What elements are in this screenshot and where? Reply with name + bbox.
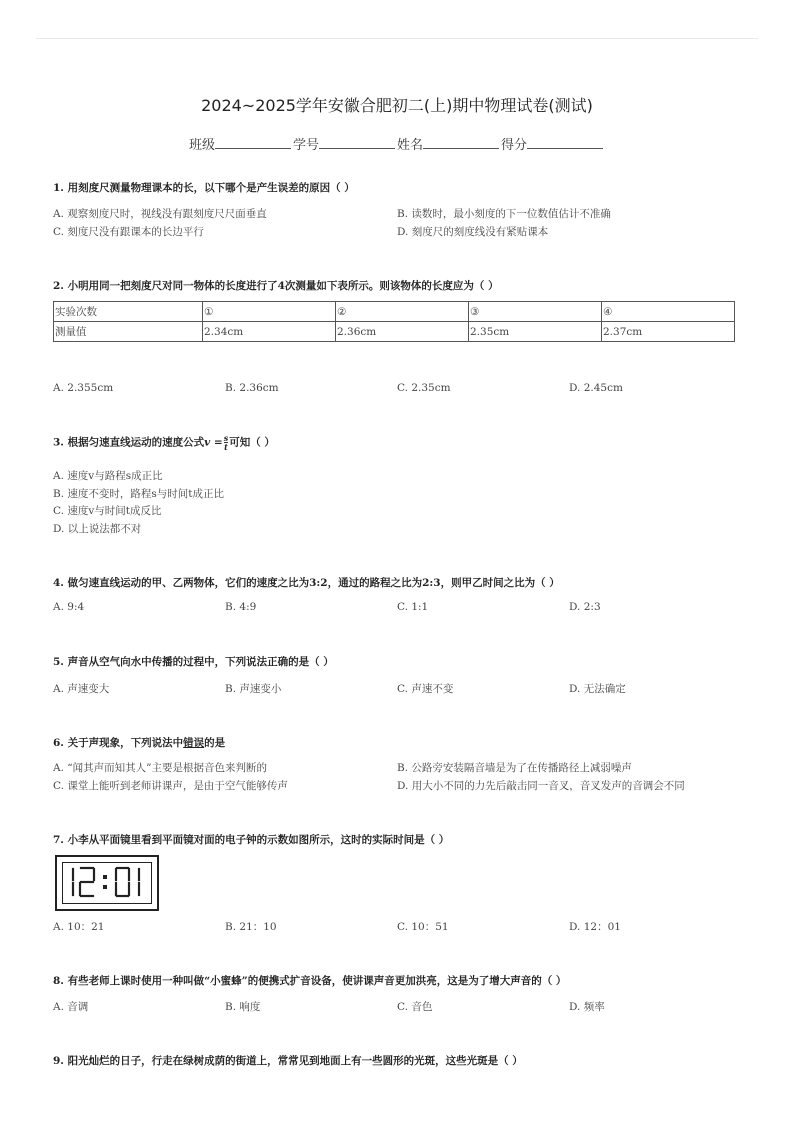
q2-option-b[interactable]: B. 2.36cm bbox=[225, 382, 279, 394]
q1-option-c[interactable]: C. 刻度尺没有跟课本的长边平行 bbox=[53, 226, 204, 238]
q7-option-b[interactable]: B. 21：10 bbox=[225, 921, 277, 933]
q3-frac-num: s bbox=[223, 433, 229, 443]
q2-option-d[interactable]: D. 2.45cm bbox=[569, 382, 623, 394]
q5-option-b[interactable]: B. 声速变小 bbox=[225, 683, 282, 695]
question-3-stem bbox=[53, 434, 275, 451]
q3-option-b[interactable]: B. 速度不变时，路程s与时间t成正比 bbox=[53, 488, 224, 500]
q4-option-d[interactable]: D. 2:3 bbox=[569, 601, 601, 613]
q4-option-c[interactable]: C. 1:1 bbox=[397, 601, 429, 613]
class-label: 班级 bbox=[188, 138, 215, 153]
header-divider bbox=[36, 38, 758, 39]
name-label: 姓名 bbox=[397, 138, 424, 153]
question-2-stem: 2. 小明用同一把刻度尺对同一物体的长度进行了4次测量如下表所示。则该物体的长度应为（ ） bbox=[53, 280, 499, 292]
student-info-line bbox=[0, 134, 794, 153]
page-title: 2024~2025学年安徽合肥初二(上)期中物理试卷(测试) bbox=[201, 96, 593, 115]
q6-stem-emphasis: 错误 bbox=[183, 737, 205, 749]
score-label: 得分 bbox=[501, 138, 528, 153]
q4-option-b[interactable]: B. 4:9 bbox=[225, 601, 257, 613]
table-cell: 2.34cm bbox=[203, 322, 336, 342]
table-cell: 2.37cm bbox=[602, 322, 735, 342]
q5-option-d[interactable]: D. 无法确定 bbox=[569, 683, 626, 695]
q3-option-d[interactable]: D. 以上说法都不对 bbox=[53, 523, 142, 535]
name-field[interactable] bbox=[423, 136, 499, 149]
clock-display bbox=[62, 862, 152, 904]
table-cell: ① bbox=[203, 302, 336, 322]
score-field[interactable] bbox=[527, 136, 603, 149]
digital-clock-figure bbox=[55, 855, 159, 911]
question-1-stem: 1. 用刻度尺测量物理课本的长，以下哪个是产生误差的原因（ ） bbox=[53, 182, 355, 194]
question-6-stem bbox=[53, 735, 225, 750]
q1-option-b[interactable]: B. 读数时，最小刻度的下一位数值估计不准确 bbox=[397, 208, 611, 220]
q3-stem-pre: 3. 根据匀速直线运动的速度公式 bbox=[53, 436, 205, 449]
table-row bbox=[54, 322, 735, 342]
table-cell: ③ bbox=[469, 302, 602, 322]
question-4-stem: 4. 做匀速直线运动的甲、乙两物体，它们的速度之比为3:2，通过的路程之比为2:3，则甲乙时间之比为（ ） bbox=[53, 577, 560, 589]
q7-option-c[interactable]: C. 10：51 bbox=[397, 921, 449, 933]
q6-stem-post: 的是 bbox=[204, 737, 226, 749]
q4-option-a[interactable]: A. 9:4 bbox=[53, 601, 85, 613]
q6-option-d[interactable]: D. 用大小不同的力先后敲击同一音叉，音叉发声的音调会不同 bbox=[397, 780, 685, 792]
q6-stem-pre: 6. 关于声现象，下列说法中 bbox=[53, 737, 184, 749]
q5-option-a[interactable]: A. 声速变大 bbox=[53, 683, 110, 695]
q2-option-c[interactable]: C. 2.35cm bbox=[397, 382, 451, 394]
q6-option-a[interactable]: A. “闻其声而知其人”主要是根据音色来判断的 bbox=[53, 762, 267, 774]
table-cell: ④ bbox=[602, 302, 735, 322]
q3-formula-fraction bbox=[224, 434, 229, 451]
table-cell: 2.35cm bbox=[469, 322, 602, 342]
q8-option-d[interactable]: D. 频率 bbox=[569, 1001, 605, 1013]
q3-formula-var: v = bbox=[204, 436, 223, 449]
table-cell: 测量值 bbox=[54, 322, 203, 342]
class-field[interactable] bbox=[215, 136, 291, 149]
table-header-row bbox=[54, 302, 735, 322]
table-cell: ② bbox=[336, 302, 469, 322]
id-field[interactable] bbox=[319, 136, 395, 149]
q3-option-a[interactable]: A. 速度v与路程s成正比 bbox=[53, 470, 163, 482]
q7-option-a[interactable]: A. 10：21 bbox=[53, 921, 105, 933]
q2-option-a[interactable]: A. 2.355cm bbox=[53, 382, 114, 394]
q8-option-c[interactable]: C. 音色 bbox=[397, 1001, 433, 1013]
question-9-stem: 9. 阳光灿烂的日子，行走在绿树成荫的街道上，常常见到地面上有一些圆形的光斑，这些光斑是（ ） bbox=[53, 1055, 523, 1067]
q8-option-a[interactable]: A. 音调 bbox=[53, 1001, 89, 1013]
q3-stem-post: 可知（ ） bbox=[229, 436, 275, 449]
q7-option-d[interactable]: D. 12：01 bbox=[569, 921, 621, 933]
question-7-stem: 7. 小李从平面镜里看到平面镜对面的电子钟的示数如图所示，这时的实际时间是（ ） bbox=[53, 834, 450, 846]
question-5-stem: 5. 声音从空气向水中传播的过程中，下列说法正确的是（ ） bbox=[53, 656, 334, 668]
q6-option-c[interactable]: C. 课堂上能听到老师讲课声，是由于空气能够传声 bbox=[53, 780, 288, 792]
clock-digits-icon bbox=[63, 863, 149, 901]
q5-option-c[interactable]: C. 声速不变 bbox=[397, 683, 454, 695]
q8-option-b[interactable]: B. 响度 bbox=[225, 1001, 261, 1013]
q3-frac-den: t bbox=[224, 442, 228, 452]
id-label: 学号 bbox=[292, 138, 319, 153]
q1-option-a[interactable]: A. 观察刻度尺时，视线没有跟刻度尺尺面垂直 bbox=[53, 208, 267, 220]
q1-option-d[interactable]: D. 刻度尺的刻度线没有紧贴课本 bbox=[397, 226, 549, 238]
q3-option-c[interactable]: C. 速度v与时间t成反比 bbox=[53, 505, 162, 517]
table-cell: 实验次数 bbox=[54, 302, 203, 322]
question-8-stem: 8. 有些老师上课时使用一种叫做“小蜜蜂”的便携式扩音设备，使讲课声音更加洪亮，这是为了增大声音的（ ） bbox=[53, 975, 567, 987]
measurement-table bbox=[53, 301, 735, 342]
q6-option-b[interactable]: B. 公路旁安装隔音墙是为了在传播路径上减弱噪声 bbox=[397, 762, 632, 774]
table-cell: 2.36cm bbox=[336, 322, 469, 342]
